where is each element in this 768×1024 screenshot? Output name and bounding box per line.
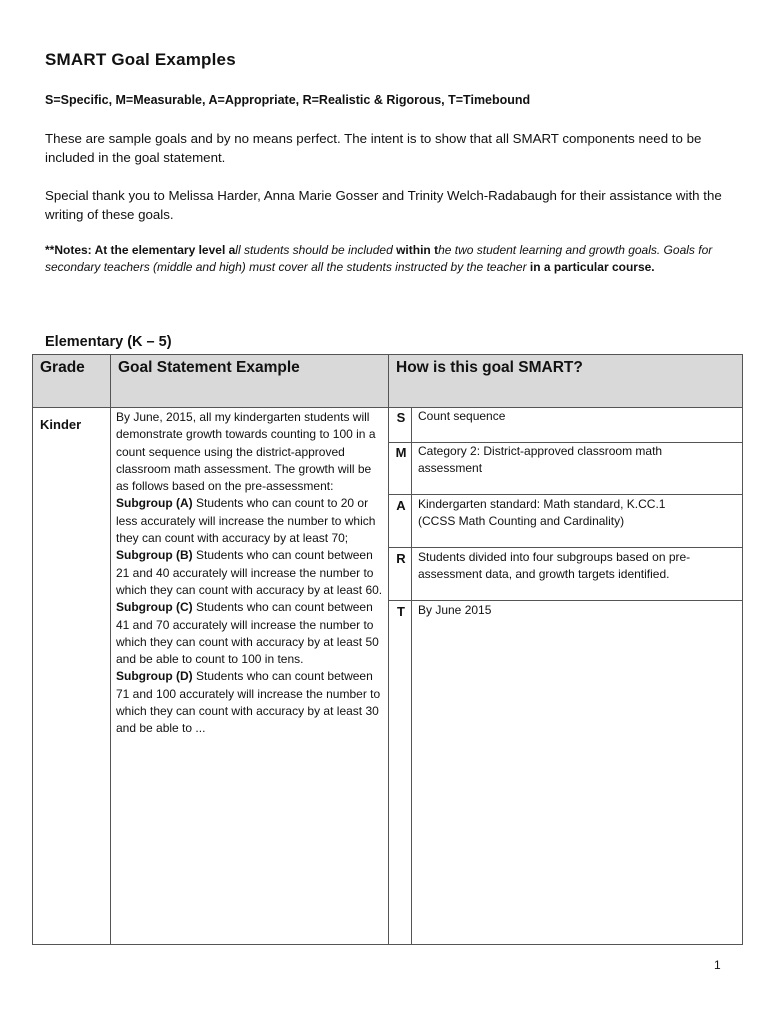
smart-timebound: By June 2015 bbox=[418, 603, 492, 617]
subgroup-text: Students who can count between 21 and 40 accurately will increase the number to which they can count with accuracy by at least 60. bbox=[116, 548, 383, 597]
row-divider bbox=[388, 494, 742, 495]
notes-part3: he two student learning and growth goals. Goals for secondary teachers (middle and high) must cover all the students instructed by the teacher bbox=[45, 243, 713, 274]
smart-appropriate-line2: (CCSS Math Counting and Cardinality) bbox=[418, 514, 625, 529]
header-goal: Goal Statement Example bbox=[118, 359, 300, 376]
notes-part2: within t bbox=[396, 243, 439, 257]
page-title: SMART Goal Examples bbox=[45, 50, 236, 69]
column-divider bbox=[388, 355, 389, 944]
smart-letter-s: S bbox=[396, 410, 406, 425]
section-heading: Elementary (K – 5) bbox=[45, 334, 172, 350]
subgroup-text: Students who can count between 41 and 70 accurately will increase the number to which they can count with accuracy by at least 50 and be able to count to 100 in tens. bbox=[116, 600, 379, 667]
thanks-paragraph: Special thank you to Melissa Harder, Anna Marie Gosser and Trinity Welch-Radabaugh for their assistance with the writing of these goals. bbox=[45, 188, 722, 222]
header-grade: Grade bbox=[40, 359, 85, 376]
smart-legend: S=Specific, M=Measurable, A=Appropriate, R=Realistic & Rigorous, T=Timebound bbox=[45, 93, 531, 107]
grade-cell: Kinder bbox=[40, 417, 82, 432]
smart-letter-r: R bbox=[396, 551, 406, 566]
notes-prefix: **Notes: At the elementary level a bbox=[45, 243, 236, 257]
goal-intro: By June, 2015, all my kindergarten students will demonstrate growth towards counting to 100 in a count sequence using the district-approved classroom math assessment. The growth will be as follows based on the pre-assessment: bbox=[116, 410, 376, 494]
header-smart: How is this goal SMART? bbox=[396, 359, 583, 376]
goals-table bbox=[32, 354, 743, 945]
smart-letter-m: M bbox=[395, 445, 407, 460]
row-divider bbox=[388, 547, 742, 548]
smart-letter-a: A bbox=[396, 498, 406, 513]
notes-part4: in a particular course. bbox=[529, 260, 655, 274]
column-divider bbox=[110, 355, 111, 944]
subgroup-label: Subgroup (A) bbox=[116, 496, 193, 511]
smart-specific: Count sequence bbox=[418, 409, 506, 423]
intro-paragraph: These are sample goals and by no means perfect. The intent is to show that all SMART components need to be included in the goal statement. bbox=[45, 131, 702, 165]
subgroup-label: Subgroup (B) bbox=[116, 548, 193, 563]
smart-letter-t: T bbox=[397, 604, 405, 619]
subgroup-text: Students who can count to 20 or less accurately will increase the number to which they can count with accuracy by at least 70; bbox=[116, 496, 376, 546]
page-number: 1 bbox=[714, 958, 721, 972]
smart-measurable: Category 2: District-approved classroom math assessment bbox=[418, 444, 663, 476]
subgroup-text: Students who can count between 71 and 100 accurately will increase the number to which they can count with accuracy by at least 30 and be able to ... bbox=[116, 669, 381, 736]
notes-part1: ll students should be included bbox=[235, 243, 397, 257]
subgroup-label: Subgroup (C) bbox=[116, 600, 193, 615]
subgroup-label: Subgroup (D) bbox=[116, 669, 193, 684]
smart-appropriate bbox=[418, 496, 728, 531]
smart-appropriate-line1: Kindergarten standard: Math standard, K.CC.1 bbox=[418, 497, 666, 511]
notes-paragraph bbox=[45, 242, 725, 276]
goal-statement bbox=[116, 409, 386, 738]
row-divider bbox=[388, 600, 742, 601]
smart-realistic: Students divided into four subgroups based on pre-assessment data, and growth targets identified. bbox=[418, 550, 691, 582]
column-divider bbox=[411, 407, 412, 944]
